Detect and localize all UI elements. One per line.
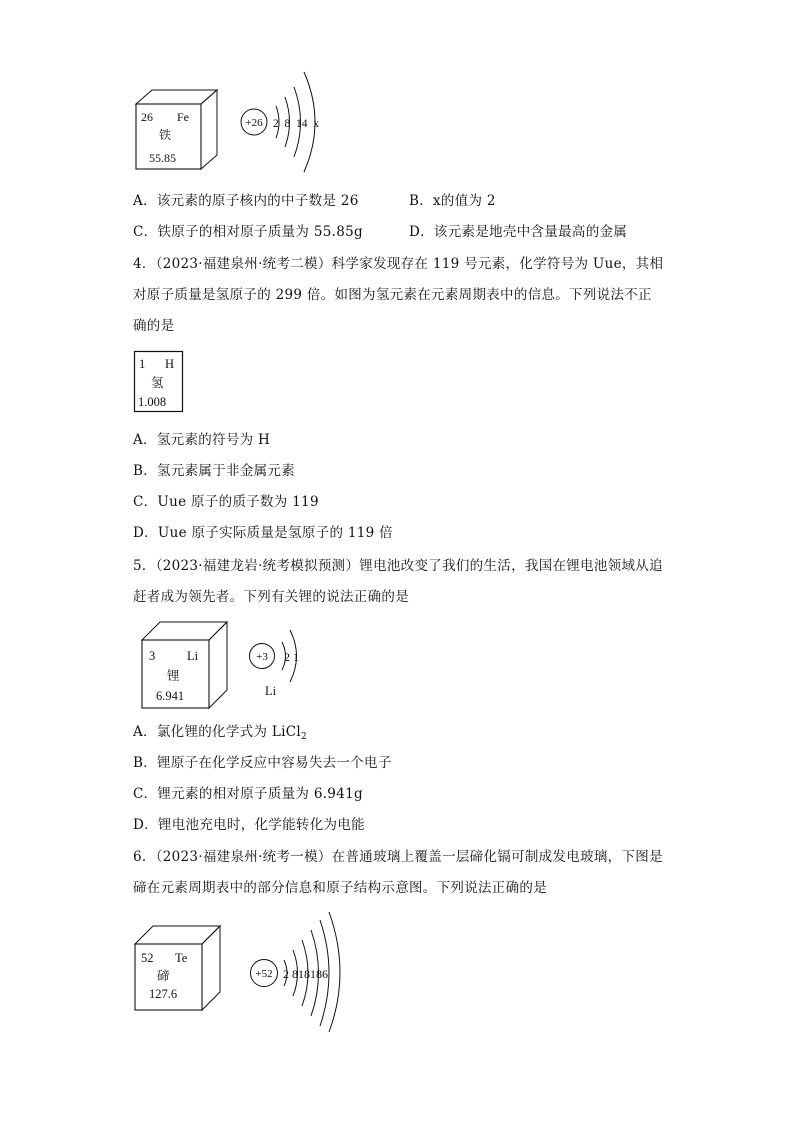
q6-stem-line-2: 碲在元素周期表中的部分信息和原子结构示意图。下列说法正确的是 <box>133 880 547 896</box>
li-atom-label: Li <box>265 684 277 698</box>
h-symbol: H <box>165 357 175 371</box>
q4-stem-line-1: 4．（2023·福建泉州·统考二模）科学家发现存在 119 号元素，化学符号为 Uue，其相 <box>133 256 664 272</box>
li-atom-structure <box>246 620 316 702</box>
li-element-tile <box>139 620 231 710</box>
q5-stem-line-2: 赶者成为领先者。下列有关锂的说法正确的是 <box>133 589 409 605</box>
h-name: 氢 <box>151 376 164 390</box>
q5-option-b: B．锂原子在化学反应中容易失去一个电子 <box>133 755 392 771</box>
fe-atomic-number: 26 <box>141 110 153 124</box>
te-nucleus-charge: +52 <box>255 968 273 980</box>
fe-element-tile <box>133 88 223 172</box>
q5-option-a-subscript: 2 <box>300 732 308 742</box>
fe-shell-electrons: 2 8 14 x <box>273 118 319 130</box>
te-name: 碲 <box>157 969 170 983</box>
fe-option-a: A．该元素的原子核内的中子数是 26 <box>133 193 359 209</box>
te-element-tile <box>132 924 224 1012</box>
li-nucleus-charge: +3 <box>256 651 268 663</box>
q5-option-d: D．锂电池充电时，化学能转化为电能 <box>133 817 365 833</box>
fe-option-d: D．该元素是地壳中含量最高的金属 <box>409 224 628 240</box>
fe-name: 铁 <box>159 128 172 142</box>
li-name: 锂 <box>167 669 180 683</box>
q5-stem-line-1: 5．（2023·福建龙岩·统考模拟预测）锂电池改变了我们的生活，我国在锂电池领域从追 <box>133 558 663 574</box>
li-shell-electrons: 2 1 <box>284 650 299 664</box>
q4-option-a: A．氢元素的符号为 H <box>133 432 271 448</box>
q4-stem-line-3: 确的是 <box>133 318 175 334</box>
fe-option-b: B．x的值为 2 <box>409 193 496 209</box>
fe-mass: 55.85 <box>149 151 176 165</box>
h-atomic-number: 1 <box>139 357 146 371</box>
te-atomic-number: 52 <box>141 951 154 965</box>
te-mass: 127.6 <box>149 987 178 1001</box>
q4-stem-line-2: 对原子质量是氢原子的 299 倍。如图为氢元素在元素周期表中的信息。下列说法不正 <box>133 287 652 303</box>
h-mass: 1.008 <box>138 395 167 409</box>
te-atom-structure <box>248 910 358 1034</box>
q4-option-d: D．Uue 原子实际质量是氢原子的 119 倍 <box>133 525 393 541</box>
fe-option-c: C．铁原子的相对原子质量为 55.85g <box>133 224 363 240</box>
q4-option-c: C．Uue 原子的质子数为 119 <box>133 494 319 510</box>
q5-option-c: C．锂元素的相对原子质量为 6.941g <box>133 786 363 802</box>
te-shell-electrons: 2 818186 <box>283 967 328 981</box>
li-symbol: Li <box>187 649 199 663</box>
fe-atom-structure <box>236 66 336 176</box>
q5-option-a <box>133 722 307 747</box>
te-symbol: Te <box>175 951 188 965</box>
q5-option-a-text: A．氯化锂的化学式为 LiCl <box>133 724 301 740</box>
li-mass: 6.941 <box>156 689 185 703</box>
fe-symbol: Fe <box>177 110 189 124</box>
li-atomic-number: 3 <box>149 649 156 663</box>
q6-stem-line-1: 6．（2023·福建泉州·统考一模）在普通玻璃上覆盖一层碲化镉可制成发电玻璃，下图是 <box>133 849 663 865</box>
h-element-tile <box>133 350 185 414</box>
q4-option-b: B．氢元素属于非金属元素 <box>133 463 296 479</box>
fe-nucleus-charge: +26 <box>245 117 263 129</box>
